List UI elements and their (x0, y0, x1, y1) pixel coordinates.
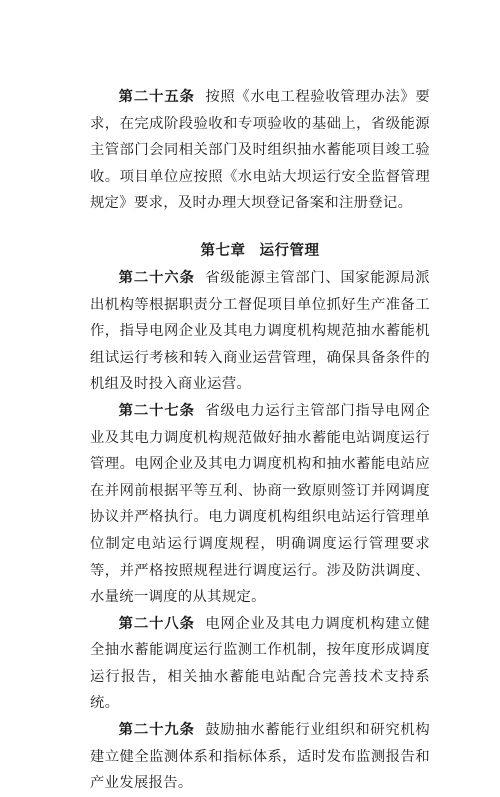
article-29 (90, 717, 430, 797)
article-28 (90, 611, 430, 717)
article-26-label: 第二十六条 (118, 269, 195, 286)
article-29-text: 鼓励抽水蓄能行业组织和研究机构建立健全监测体系和指标体系，适时发布监测报告和产业发展报告。 (90, 722, 431, 792)
article-27-label: 第二十七条 (118, 402, 195, 419)
document-page (90, 84, 430, 797)
article-27-text: 省级电力运行主管部门指导电网企业及其电力调度机构规范做好抽水蓄能电站调度运行管理。电网企业及其电力调度机构和抽水蓄能电站应在并网前根据平等互利、协商一致原则签订并网调度协议并严格执行。电力调度机构组织电站运行管理单位制定电站运行调度规程，明确调度运行管理要求等，并严格按照规程进行调度运行。涉及防洪调度、水量统一调度的从其规定。 (90, 402, 431, 606)
article-26-text: 省级能源主管部门、国家能源局派出机构等根据职责分工督促项目单位抓好生产准备工作，指导电网企业及其电力调度机构规范抽水蓄能机组试运行考核和转入商业运营管理，确保具备条件的机组及时投入商业运营。 (90, 269, 431, 393)
article-28-text: 电网企业及其电力调度机构建立健全抽水蓄能调度运行监测工作机制，按年度形成调度运行报告，相关抽水蓄能电站配合完善技术支持系统。 (90, 615, 431, 712)
article-25 (90, 84, 430, 217)
article-28-label: 第二十八条 (118, 615, 195, 632)
article-25-text: 按照《水电工程验收管理办法》要求，在完成阶段验收和专项验收的基础上，省级能源主管部门会同相关部门及时组织抽水蓄能项目竣工验收。项目单位应按照《水电站大坝运行安全监督管理规定》要求，及时办理大坝登记备案和注册登记。 (90, 89, 431, 212)
article-25-label: 第二十五条 (118, 89, 195, 105)
article-27 (90, 398, 430, 611)
chapter-number: 第七章 (200, 242, 246, 259)
article-29-label: 第二十九条 (118, 722, 195, 739)
chapter-heading (90, 239, 430, 263)
chapter-title: 运行管理 (259, 242, 320, 259)
article-26 (90, 265, 430, 398)
